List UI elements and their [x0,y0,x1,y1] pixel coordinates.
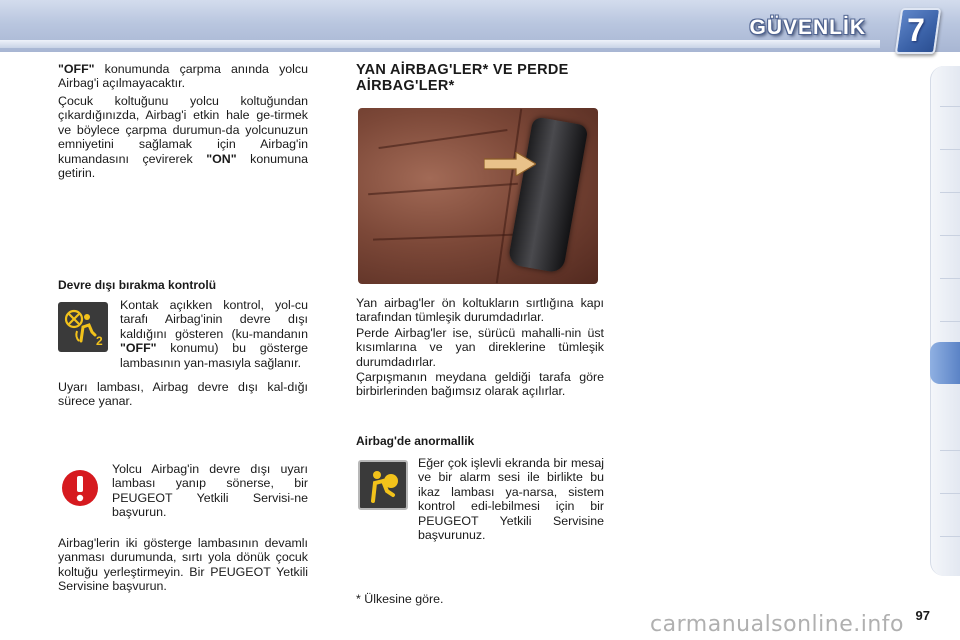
side-divider [940,321,960,322]
arrow-right-icon [484,152,536,176]
watermark: carmanualsonline.info [650,612,904,637]
chapter-title: GÜVENLİK [749,16,866,39]
heading-airbag-fault: Airbag'de anormallik [356,434,475,448]
side-divider [940,493,960,494]
paragraph-both-lamps: Airbag'lerin iki gösterge lambasının devamlı yanması durumunda, sırtı yola dönük çocuk koltuğu yerleştirmeyin. Bir PEUGEOT Yetkili Servisine başvurun. [58,536,308,594]
paragraph-side-airbags: Yan airbag'ler ön koltukların sırtlığına kapı tarafından tümleşik durumdadırlar. [356,296,604,325]
heading-deactivation-check: Devre dışı bırakma kontrolü [58,278,217,292]
side-divider [940,278,960,279]
section-title-side-airbags: YAN AİRBAG'LER* VE PERDE AİRBAG'LER* [356,62,569,94]
chapter-side-strip [930,66,960,576]
paragraph-off-position: "OFF" konumunda çarpma anında yolcu Airbag'i açılmayacaktır. [58,62,308,91]
chapter-number: 7 [907,12,925,48]
seat-airbag-photo [358,108,598,284]
exclamation-warning-icon [60,468,100,508]
side-divider [940,192,960,193]
paragraph-lamp-on: Uyarı lambası, Airbag devre dışı kal-dığı sürece yanar. [58,380,308,409]
door-trim-panel [507,116,588,273]
footnote: * Ülkesine göre. [356,592,444,606]
svg-text:2: 2 [96,334,103,348]
airbag-off-warning-icon [58,302,108,352]
airbag-fault-icon [358,460,408,510]
paragraph-independent-deploy: Çarpışmanın meydana geldiği tarafa göre birbirlerinden bağımsız olarak açılırlar. [356,370,604,399]
paragraph-reactivate: Çocuk koltuğunu yolcu koltuğundan çıkardığınızda, Airbag'i etkin hale ge-tirmek ve böylece çarpma durumun-da yolcunuzun emniyetini sağlamak için Airbag'in kumandasını çevirerek "ON" konumuna getirin. [58,94,308,181]
side-divider [940,106,960,107]
paragraph-blinking-lamp: Yolcu Airbag'in devre dışı uyarı lambası yanıp sönerse, bir PEUGEOT Yetkili Servisi-ne başvurun. [112,462,308,520]
page-number: 97 [915,608,930,623]
paragraph-curtain-airbags: Perde Airbag'ler ise, sürücü mahalli-nin üst kısımlarına ve yan direklerine tümleşik durumdadırlar. [356,326,604,369]
side-divider [940,149,960,150]
paragraph-lamp-check: Kontak açıkken kontrol, yol-cu tarafı Airbag'inin devre dışı kaldığını gösteren (ku-mandanın "OFF" konumu) bu gösterge lambasının yan-masıyla sağlanır. [120,298,308,370]
side-divider [940,450,960,451]
header-stripe [0,40,880,48]
paragraph-fault-service: Eğer çok işlevli ekranda bir mesaj ve bir alarm sesi ile birlikte bu ikaz lambası ya-narsa, sistem kontrol edi-lebilmesi için bir PEUGEOT Yetkili Servisine başvurunuz. [418,456,604,543]
side-tab-active[interactable] [930,342,960,384]
side-divider [940,536,960,537]
side-divider [940,235,960,236]
